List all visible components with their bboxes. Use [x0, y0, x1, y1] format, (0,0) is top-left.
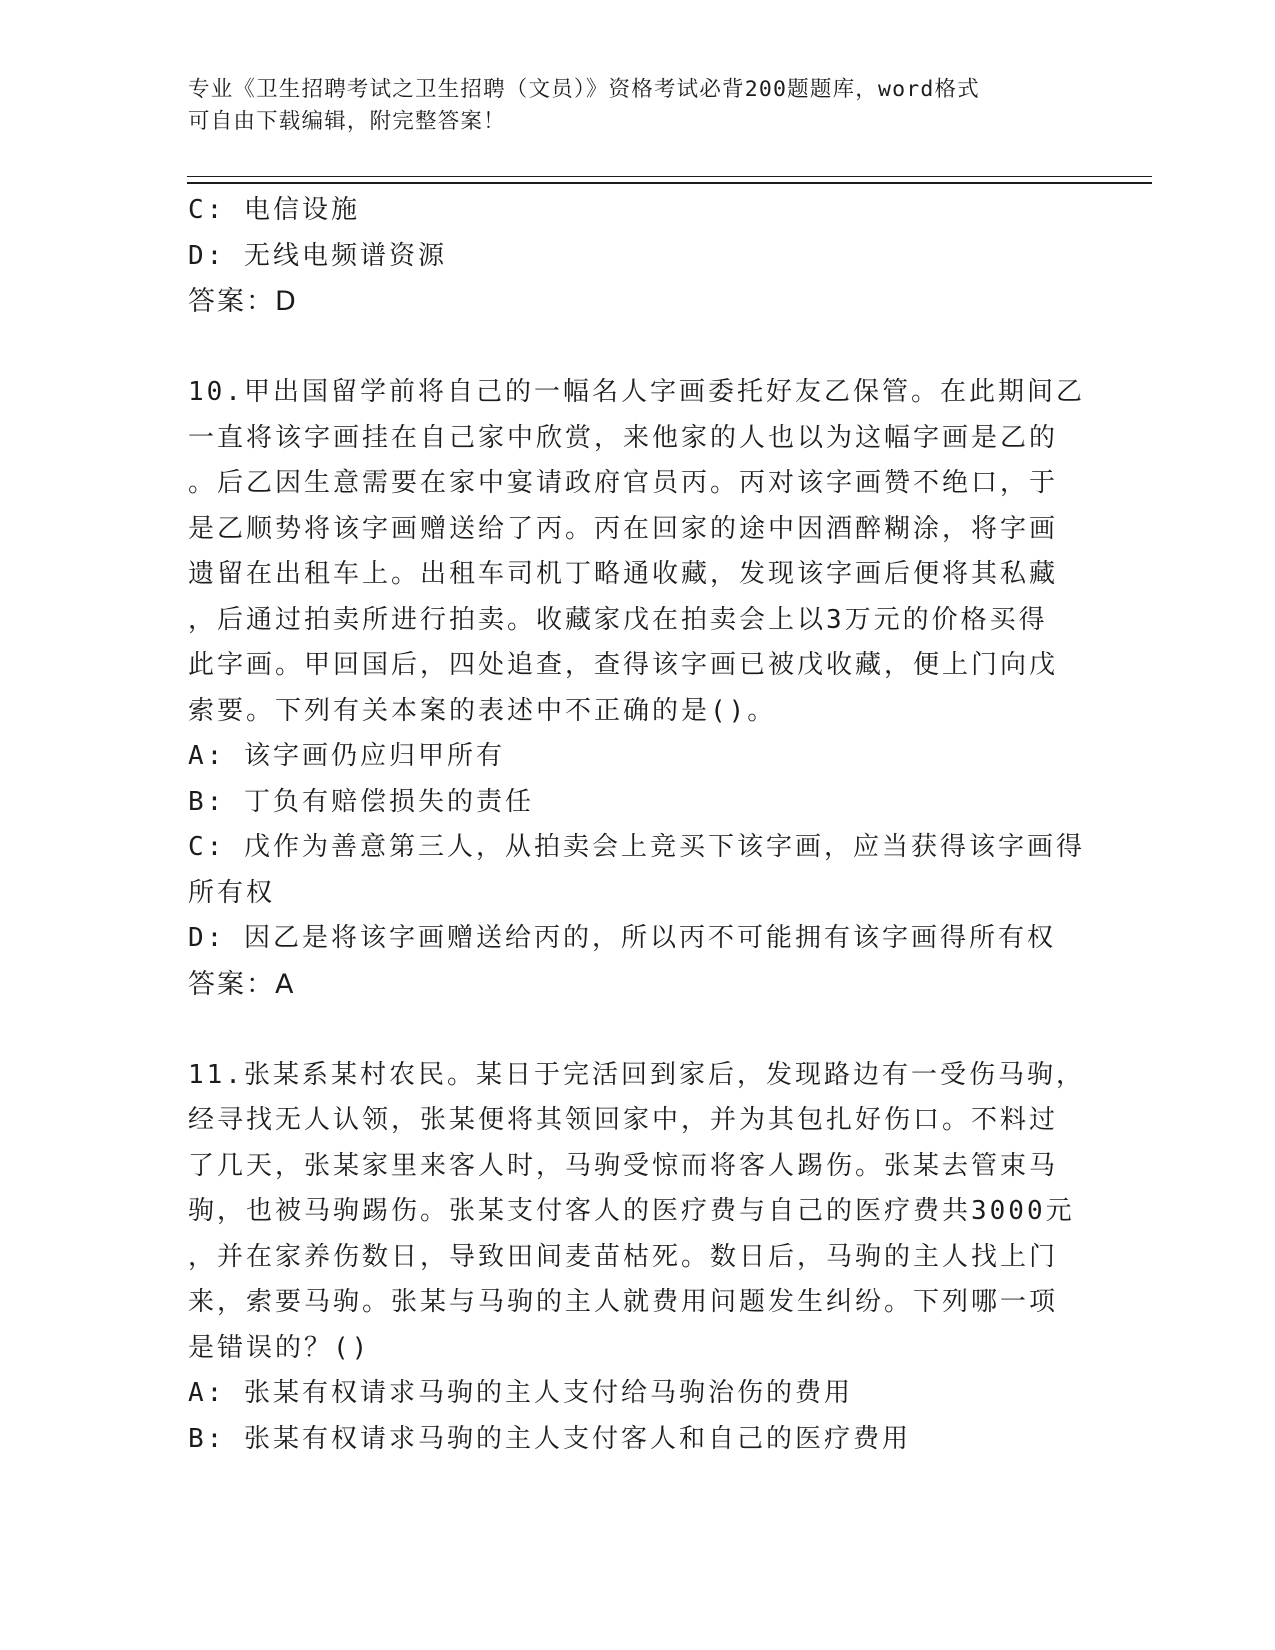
option-c: C: 电信设施 — [188, 195, 360, 225]
option-a: A: 张某有权请求马驹的主人支付给马驹治伤的费用 — [188, 1378, 853, 1408]
question-11 — [188, 1053, 1088, 1463]
header-line-1: 专业《卫生招聘考试之卫生招聘（文员）》资格考试必背200题题库，word格式 — [188, 77, 980, 102]
question-text-line: 11.张某系某村农民。某日于完活回到家后，发现路边有一受伤马驹， — [188, 1059, 1085, 1090]
option-c-continued: 所有权 — [188, 877, 276, 908]
question-text-line: 遗留在出租车上。出租车司机丁略通收藏，发现该字画后便将其私藏 — [188, 559, 1059, 589]
answer-label: 答案：A — [188, 968, 296, 1000]
document-body — [188, 188, 1088, 1462]
option-d: D: 无线电频谱资源 — [188, 240, 447, 271]
question-text-line: 经寻找无人认领，张某便将其领回家中，并为其包扎好伤口。不料过 — [188, 1105, 1059, 1135]
question-text-line: 是错误的？() — [188, 1332, 371, 1363]
question-text-line: ，并在家养伤数日，导致田间麦苗枯死。数日后，马驹的主人找上门 — [188, 1241, 1059, 1272]
question-text-line: 此字画。甲回国后，四处追查，查得该字画已被戊收藏，便上门向戊 — [188, 650, 1059, 680]
spacer — [188, 1007, 1088, 1053]
question-9-tail — [188, 188, 1088, 325]
question-text-line: 索要。下列有关本案的表述中不正确的是()。 — [188, 695, 777, 726]
question-text-line: ，后通过拍卖所进行拍卖。收藏家戊在拍卖会上以3万元的价格买得 — [188, 604, 1048, 635]
document-header — [188, 74, 1088, 138]
option-b: B: 张某有权请求马驹的主人支付客人和自己的医疗费用 — [188, 1423, 911, 1454]
header-divider — [187, 176, 1152, 184]
option-d: D: 因乙是将该字画赠送给丙的，所以丙不可能拥有该字画得所有权 — [188, 923, 1056, 953]
question-text-line: 。后乙因生意需要在家中宴请政府官员丙。丙对该字画赞不绝口，于 — [188, 468, 1059, 498]
question-text-line: 了几天，张某家里来客人时，马驹受惊而将客人踢伤。张某去管束马 — [188, 1150, 1059, 1181]
header-line-2: 可自由下载编辑，附完整答案！ — [188, 109, 506, 134]
option-c: C: 戊作为善意第三人，从拍卖会上竞买下该字画，应当获得该字画得 — [188, 832, 1085, 862]
option-b: B: 丁负有赔偿损失的责任 — [188, 786, 534, 817]
spacer — [188, 325, 1088, 371]
question-text-line: 是乙顺势将该字画赠送给了丙。丙在回家的途中因酒醉糊涂，将字画 — [188, 513, 1059, 544]
question-10 — [188, 370, 1088, 1007]
question-text-line: 10.甲出国留学前将自己的一幅名人字画委托好友乙保管。在此期间乙 — [188, 377, 1085, 407]
question-text-line: 来，索要马驹。张某与马驹的主人就费用问题发生纠纷。下列哪一项 — [188, 1287, 1059, 1317]
answer-label: 答案：D — [188, 286, 298, 317]
question-text-line: 驹，也被马驹踢伤。张某支付客人的医疗费与自己的医疗费共3000元 — [188, 1196, 1075, 1226]
question-text-line: 一直将该字画挂在自己家中欣赏，来他家的人也以为这幅字画是乙的 — [188, 422, 1059, 453]
option-a: A: 该字画仍应归甲所有 — [188, 741, 505, 771]
